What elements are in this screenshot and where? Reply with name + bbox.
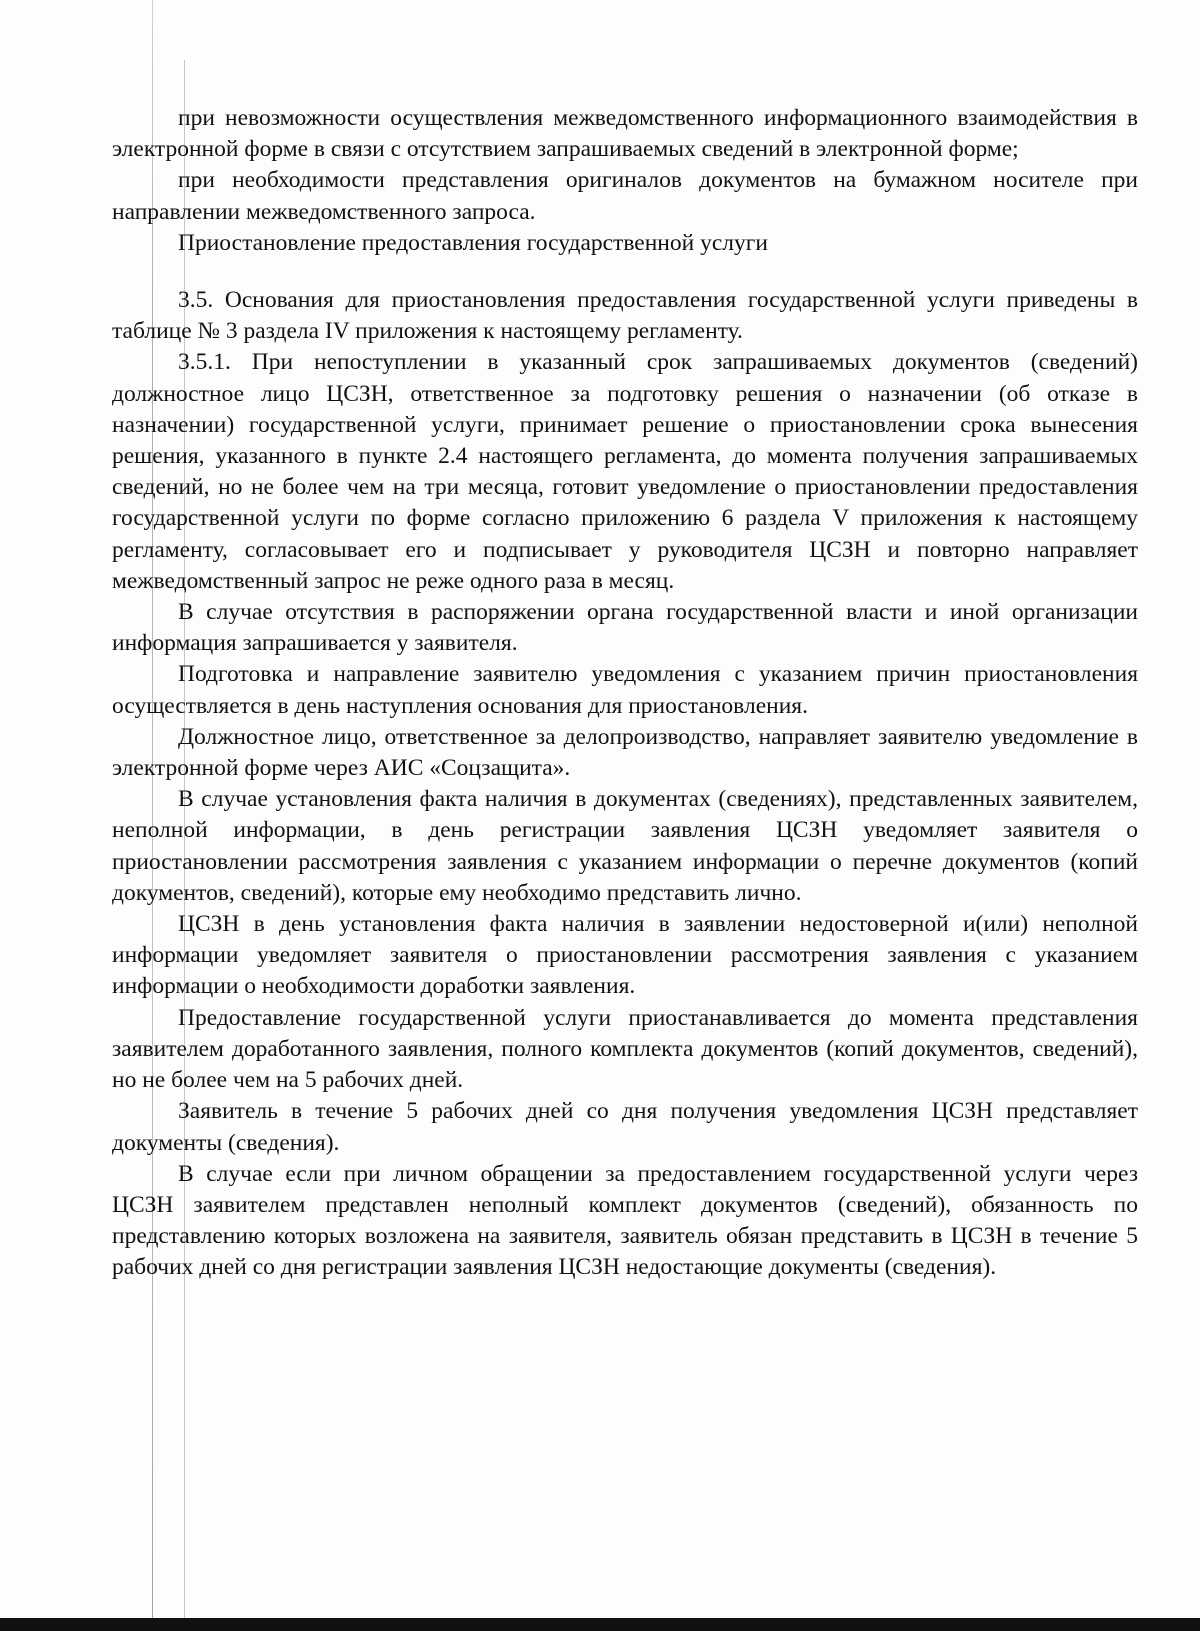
paragraph: 3.5.1. При непоступлении в указанный срок запрашиваемых документов (сведений) должностное лицо ЦСЗН, ответственное за подготовку решения о назначении (об отказе в назначении) государственной услуги, принимает решение о приостановлении срока вынесения решения, указанного в пункте 2.4 настоящего регламента, до момента получения запрашиваемых сведений, но не более чем на три месяца, готовит уведомление о приостановлении предоставления государственной услуги по форме согласно приложению 6 раздела V приложения к настоящему регламенту, согласовывает его и подписывает у руководителя ЦСЗН и повторно направляет межведомственный запрос не реже одного раза в месяц. [112, 349, 1138, 594]
paragraph: В случае если при личном обращении за предоставлением государственной услуги через ЦСЗН заявителем представлен неполный комплект документов (сведений), обязанность по представлению которых возложена на заявителя, заявитель обязан представить в ЦСЗН в течение 5 рабочих дней со дня регистрации заявления ЦСЗН недостающие документы (сведения). [112, 1160, 1138, 1281]
paragraph: В случае отсутствия в распоряжении органа государственной власти и иной организации информация запрашивается у заявителя. [112, 599, 1138, 657]
paragraph: Должностное лицо, ответственное за делопроизводство, направляет заявителю уведомление в электронной форме через АИС «Соцзащита». [112, 723, 1138, 782]
paragraph: Подготовка и направление заявителю уведомления с указанием причин приостановления осуществляется в день наступления основания для приостановления. [112, 661, 1138, 719]
section-heading: Приостановление предоставления государственной услуги [178, 229, 768, 256]
paragraph: В случае установления факта наличия в документах (сведениях), представленных заявителем, неполной информации, в день регистрации заявления ЦСЗН уведомляет заявителя о приостановлении рассмотрения заявления с указанием информации о перечне документов (копий документов, сведений), которые ему необходимо представить лично. [112, 786, 1138, 906]
paragraph: Предоставление государственной услуги приостанавливается до момента представления заявителем доработанного заявления, полного комплекта документов (копий документов, сведений), но не более чем на 5 рабочих дней. [112, 1004, 1138, 1094]
paragraph: 3.5. Основания для приостановления предоставления государственной услуги приведены в таблице № 3 раздела IV приложения к настоящему регламенту. [112, 287, 1138, 345]
document-body [112, 103, 1138, 1284]
paragraph: Заявитель в течение 5 рабочих дней со дня получения уведомления ЦСЗН представляет документы (сведения). [112, 1098, 1138, 1156]
paragraph: при необходимости представления оригиналов документов на бумажном носителе при направлении межведомственного запроса. [112, 167, 1138, 225]
paragraph: при невозможности осуществления межведомственного информационного взаимодействия в электронной форме в связи с отсутствием запрашиваемых сведений в электронной форме; [112, 105, 1138, 163]
scan-edge-bar [0, 1618, 1200, 1631]
paragraph: ЦСЗН в день установления факта наличия в заявлении недостоверной и(или) неполной информации уведомляет заявителя о приостановлении рассмотрения заявления с указанием информации о необходимости доработки заявления. [112, 911, 1138, 1000]
